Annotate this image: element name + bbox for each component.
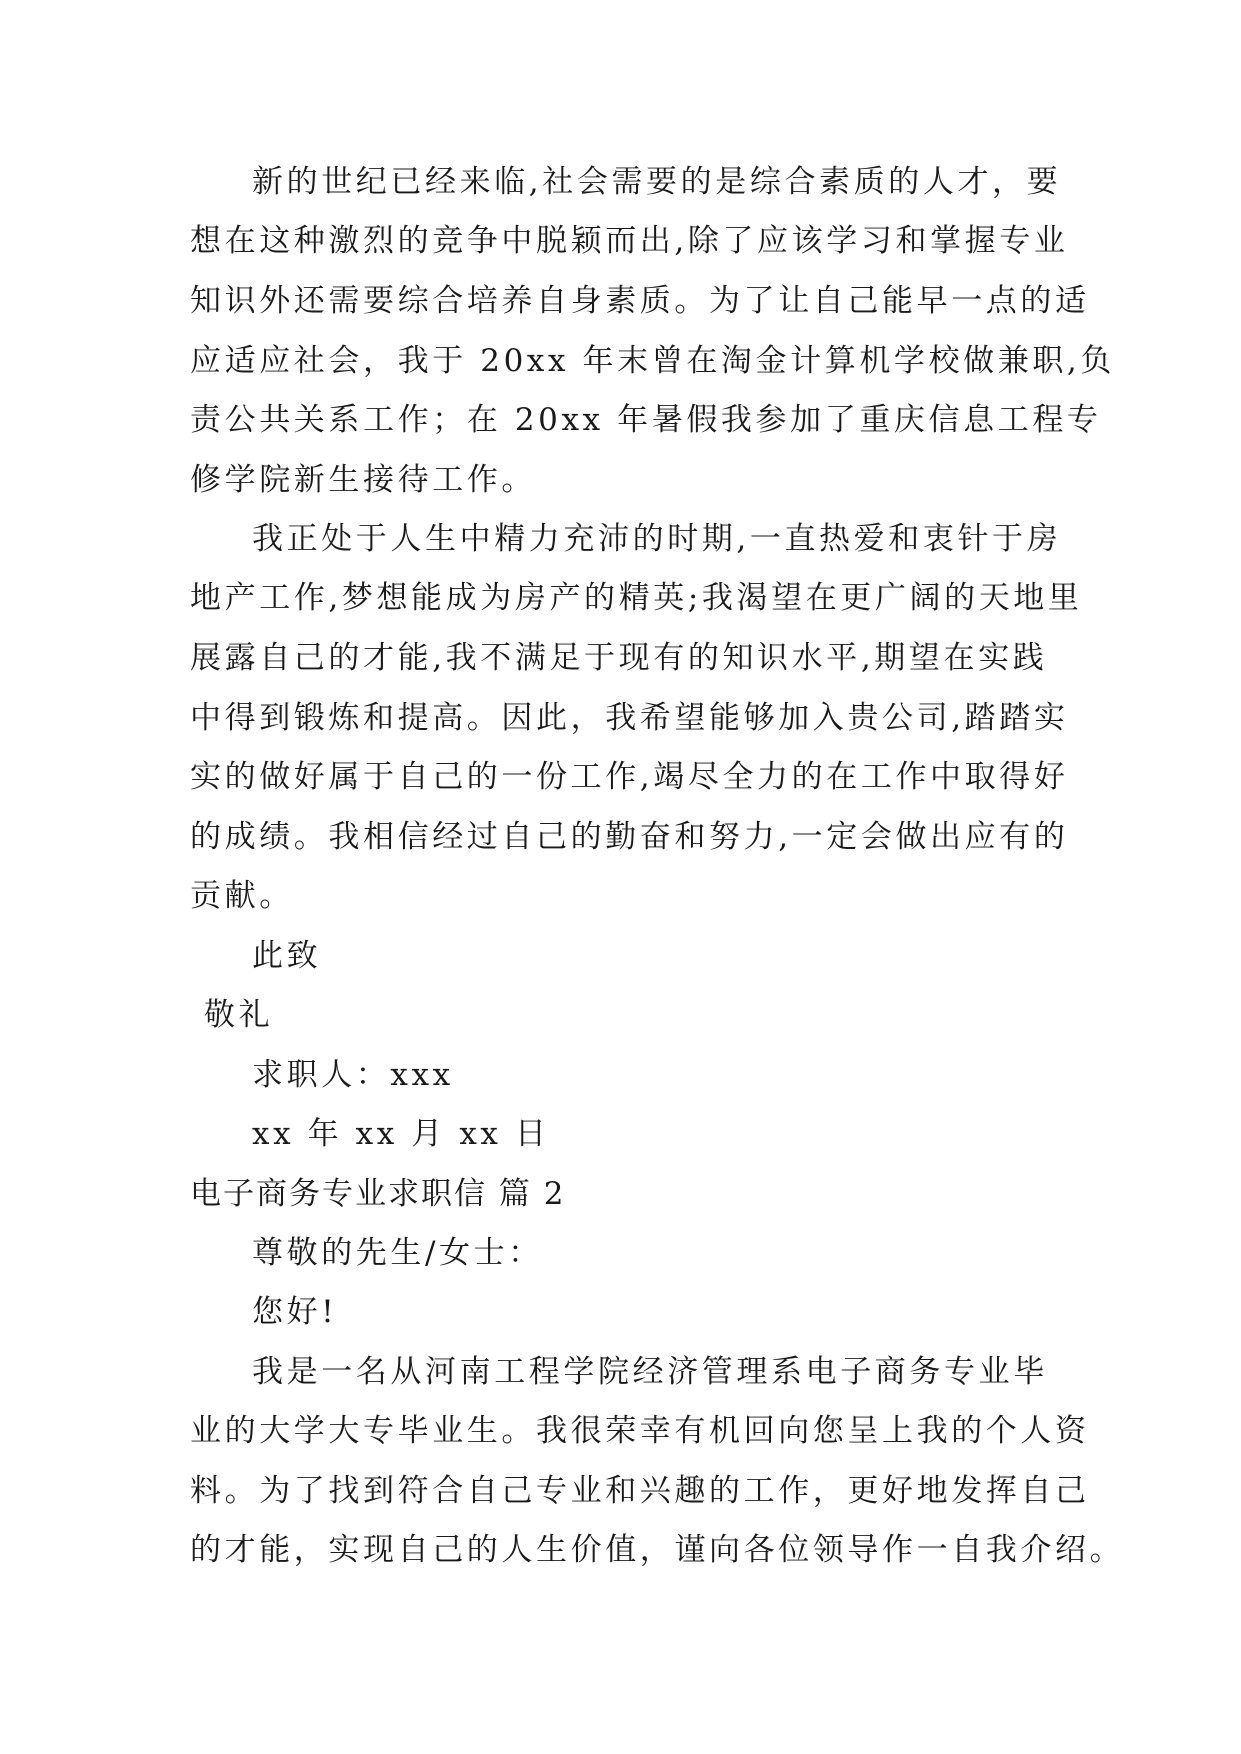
greeting-recipient: 尊敬的先生/女士： — [252, 1235, 543, 1271]
closing-phrase: 此致 — [252, 938, 322, 974]
paragraph-2-line-3: 展露自己的才能,我不满足于现有的知识水平,期望在实践 — [190, 640, 1048, 676]
paragraph-1-line-5: 责公共关系工作；在 20xx 年暑假我参加了重庆信息工程专 — [190, 402, 1102, 438]
salutation: 敬礼 — [204, 997, 274, 1033]
paragraph-2-line-2: 地产工作,梦想能成为房产的精英;我渴望在更广阔的天地里 — [190, 580, 1083, 616]
paragraph-1-line-3: 知识外还需要综合培养自身素质。为了让自己能早一点的适 — [190, 283, 1090, 319]
paragraph-1-line-6: 修学院新生接待工作。 — [190, 462, 536, 498]
applicant-name: 求职人：xxx — [252, 1057, 454, 1093]
paragraph-2-line-6: 的成绩。我相信经过自己的勤奋和努力,一定会做出应有的 — [190, 819, 1069, 855]
paragraph-2-line-5: 实的做好属于自己的一份工作,竭尽全力的在工作中取得好 — [190, 759, 1069, 795]
paragraph-3-line-2: 业的大学大专毕业生。我很荣幸有机回向您呈上我的个人资 — [190, 1413, 1090, 1449]
paragraph-3-line-3: 料。为了找到符合自己专业和兴趣的工作，更好地发挥自己 — [190, 1473, 1090, 1509]
paragraph-1-line-4: 应适应社会，我于 20xx 年末曾在淘金计算机学校做兼职,负 — [190, 343, 1115, 379]
paragraph-2-line-4: 中得到锻炼和提高。因此，我希望能够加入贵公司,踏踏实 — [190, 700, 1069, 736]
paragraph-2-line-7: 贡献。 — [190, 878, 294, 914]
section-title: 电子商务专业求职信 篇 2 — [190, 1176, 566, 1212]
greeting-hello: 您好! — [252, 1294, 338, 1330]
paragraph-3-line-1: 我是一名从河南工程学院经济管理系电子商务专业毕 — [252, 1354, 1048, 1390]
paragraph-1-line-2: 想在这种激烈的竞争中脱颖而出,除了应该学习和掌握专业 — [190, 223, 1069, 259]
paragraph-1-line-1: 新的世纪已经来临,社会需要的是综合素质的人才，要 — [252, 164, 1062, 200]
paragraph-2-line-1: 我正处于人生中精力充沛的时期,一直热爱和衷针于房 — [252, 521, 1062, 557]
letter-date: xx 年 xx 月 xx 日 — [252, 1116, 550, 1152]
paragraph-3-line-4: 的才能，实现自己的人生价值，谨向各位领导作一自我介绍。 — [190, 1532, 1125, 1568]
